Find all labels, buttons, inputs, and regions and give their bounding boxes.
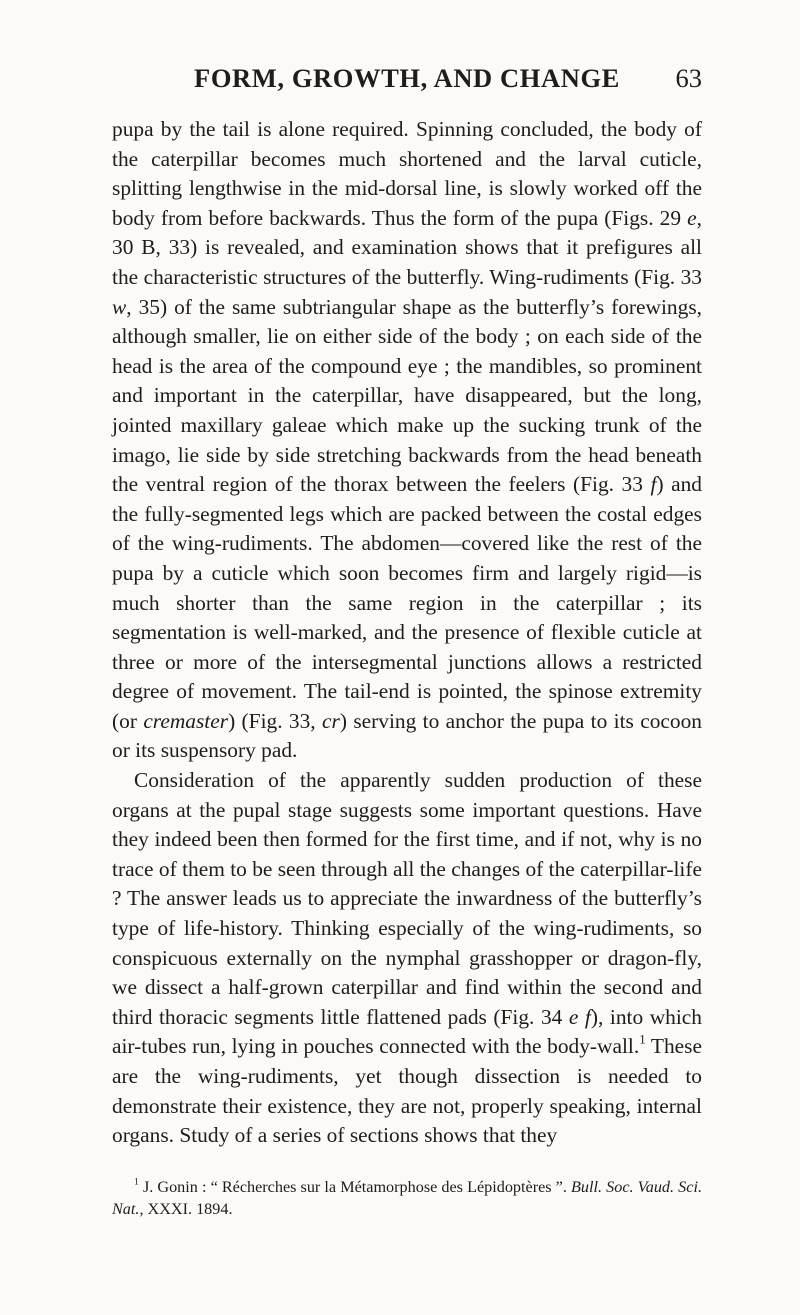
italic-text: w: [112, 294, 127, 319]
italic-text: cremaster: [143, 708, 229, 733]
paragraph-2: [112, 766, 702, 1151]
paragraph-1: [112, 115, 702, 766]
text-run: ), into which air-tubes run, lying in pouches connected with the body-wall.: [112, 1004, 702, 1059]
text-run: Consideration of the apparently sudden production of these organs at the pupal stage suggests some important questions. Have they indeed been then formed for the first time, and if not, why is no trace of them to be seen through all the changes of the caterpillar-life ? The answer leads us to appreciate the inwardness of the butterfly’s type of life-history. Thinking especially of the wing-rudiments, so conspicuous externally on the nymphal grasshopper or dragon-fly, we dissect a half-grown caterpillar and find within the second and third thoracic segments little flattened pads (Fig. 34: [112, 768, 702, 1029]
text-run: ) and the fully-segmented legs which are packed between the costal edges of the wing-rudiments. The abdomen—covered like the rest of the pupa by a cuticle which soon becomes firm and largely rigid—is much shorter than the same region in the caterpillar ; its segmentation is well-marked, and the presence of flexible cuticle at three or more of the intersegmental junctions allows a restricted degree of movement. The tail-end is pointed, the spinose extremity (or: [112, 472, 702, 733]
footnote-1: [112, 1176, 702, 1220]
italic-text: e f: [568, 1004, 591, 1029]
italic-text: f: [650, 472, 657, 497]
footnote-marker: 1: [134, 1176, 139, 1188]
body-text: [112, 115, 702, 1151]
text-run: , 30 B, 33) is revealed, and examination shows that it prefigures all the characteristic structures of the butterfly. Wing-rudiments (Fig. 33: [112, 205, 702, 289]
text-run: , XXXI. 1894.: [139, 1200, 233, 1218]
text-run: ) serving to anchor the pupa to its cocoon or its suspensory pad.: [112, 708, 702, 763]
italic-text: Bull. Soc. Vaud. Sci. Nat.: [112, 1178, 702, 1218]
page-number: 63: [675, 63, 702, 93]
footnote-marker: 1: [639, 1032, 646, 1047]
italic-text: e: [687, 205, 697, 230]
running-title: FORM, GROWTH, AND CHANGE: [194, 63, 620, 93]
footnotes: [112, 1176, 702, 1220]
text-run: These are the wing-rudiments, yet though dissection is needed to demonstrate their existence, they are not, properly speaking, internal organs. Study of a series of sections shows that they: [112, 1034, 702, 1148]
text-run: , 35) of the same subtriangular shape as the butterfly’s forewings, although smaller, lie on either side of the body ; on each side of the head is the area of the compound eye ; the mandibles, so prominent and important in the caterpillar, have disappeared, but the long, jointed maxillary galeae which make up the sucking trunk of the imago, lie side by side stretching backwards from the head beneath the ventral region of the thorax between the feelers (Fig. 33: [112, 294, 702, 497]
text-run: ) (Fig. 33,: [228, 708, 323, 733]
text-run: pupa by the tail is alone required. Spinning concluded, the body of the caterpillar becomes much shortened and the larval cuticle, splitting lengthwise in the mid-dorsal line, is slowly worked off the body from before backwards. Thus the form of the pupa (Figs. 29: [112, 117, 702, 230]
text-run: J. Gonin : “ Récherches sur la Métamorphose des Lépidoptères ”.: [138, 1178, 572, 1196]
italic-text: cr: [322, 708, 340, 733]
running-head: [112, 62, 702, 102]
